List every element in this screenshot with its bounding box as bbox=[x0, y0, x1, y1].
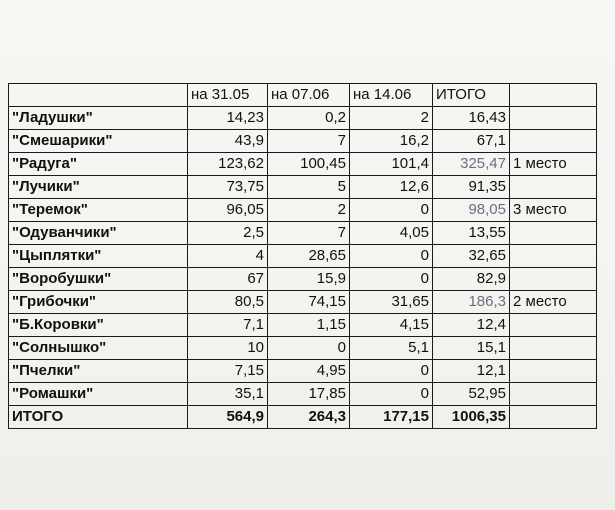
group-name-cell: "Смешарики" bbox=[9, 130, 188, 153]
total-cell: 32,65 bbox=[433, 245, 510, 268]
table-row bbox=[9, 130, 597, 153]
value-cell-date-2: 15,9 bbox=[268, 268, 350, 291]
value-cell-date-1: 80,5 bbox=[188, 291, 268, 314]
table-row bbox=[9, 176, 597, 199]
place-note-cell bbox=[510, 268, 597, 291]
value-cell-date-3: 2 bbox=[350, 107, 433, 130]
header-cell-empty bbox=[9, 84, 188, 107]
table-row bbox=[9, 268, 597, 291]
value-cell-date-3: 4,15 bbox=[350, 314, 433, 337]
header-cell-date-2: на 07.06 bbox=[268, 84, 350, 107]
table-row bbox=[9, 222, 597, 245]
place-note-cell bbox=[510, 245, 597, 268]
grand-total-date-3: 177,15 bbox=[350, 406, 433, 429]
value-cell-date-2: 7 bbox=[268, 130, 350, 153]
value-cell-date-1: 10 bbox=[188, 337, 268, 360]
value-cell-date-3: 0 bbox=[350, 268, 433, 291]
total-cell: 98,05 bbox=[433, 199, 510, 222]
place-note-cell bbox=[510, 176, 597, 199]
place-note-cell bbox=[510, 314, 597, 337]
grand-total-label: ИТОГО bbox=[9, 406, 188, 429]
table-row bbox=[9, 291, 597, 314]
group-name-cell: "Грибочки" bbox=[9, 291, 188, 314]
group-name-cell: "Воробушки" bbox=[9, 268, 188, 291]
value-cell-date-3: 101,4 bbox=[350, 153, 433, 176]
value-cell-date-1: 7,15 bbox=[188, 360, 268, 383]
value-cell-date-2: 5 bbox=[268, 176, 350, 199]
value-cell-date-2: 7 bbox=[268, 222, 350, 245]
group-name-cell: "Б.Коровки" bbox=[9, 314, 188, 337]
value-cell-date-3: 31,65 bbox=[350, 291, 433, 314]
value-cell-date-1: 14,23 bbox=[188, 107, 268, 130]
total-cell: 15,1 bbox=[433, 337, 510, 360]
value-cell-date-2: 0,2 bbox=[268, 107, 350, 130]
value-cell-date-1: 96,05 bbox=[188, 199, 268, 222]
grand-total-date-2: 264,3 bbox=[268, 406, 350, 429]
value-cell-date-1: 73,75 bbox=[188, 176, 268, 199]
value-cell-date-1: 123,62 bbox=[188, 153, 268, 176]
value-cell-date-3: 5,1 bbox=[350, 337, 433, 360]
table-row bbox=[9, 314, 597, 337]
table-row bbox=[9, 107, 597, 130]
value-cell-date-1: 35,1 bbox=[188, 383, 268, 406]
results-table bbox=[8, 83, 597, 429]
value-cell-date-3: 0 bbox=[350, 360, 433, 383]
value-cell-date-3: 0 bbox=[350, 245, 433, 268]
group-name-cell: "Одуванчики" bbox=[9, 222, 188, 245]
value-cell-date-2: 4,95 bbox=[268, 360, 350, 383]
group-name-cell: "Теремок" bbox=[9, 199, 188, 222]
header-cell-total: ИТОГО bbox=[433, 84, 510, 107]
total-cell: 91,35 bbox=[433, 176, 510, 199]
value-cell-date-3: 0 bbox=[350, 383, 433, 406]
header-cell-date-1: на 31.05 bbox=[188, 84, 268, 107]
value-cell-date-3: 0 bbox=[350, 199, 433, 222]
value-cell-date-2: 2 bbox=[268, 199, 350, 222]
value-cell-date-3: 12,6 bbox=[350, 176, 433, 199]
group-name-cell: "Радуга" bbox=[9, 153, 188, 176]
group-name-cell: "Пчелки" bbox=[9, 360, 188, 383]
total-cell: 67,1 bbox=[433, 130, 510, 153]
table-row bbox=[9, 383, 597, 406]
group-name-cell: "Лучики" bbox=[9, 176, 188, 199]
total-cell: 82,9 bbox=[433, 268, 510, 291]
header-cell-date-3: на 14.06 bbox=[350, 84, 433, 107]
header-cell-note bbox=[510, 84, 597, 107]
group-name-cell: "Цыплятки" bbox=[9, 245, 188, 268]
value-cell-date-2: 100,45 bbox=[268, 153, 350, 176]
total-cell: 12,4 bbox=[433, 314, 510, 337]
value-cell-date-2: 0 bbox=[268, 337, 350, 360]
grand-total-note bbox=[510, 406, 597, 429]
grand-total-date-1: 564,9 bbox=[188, 406, 268, 429]
value-cell-date-1: 67 bbox=[188, 268, 268, 291]
total-cell: 325,47 bbox=[433, 153, 510, 176]
value-cell-date-3: 4,05 bbox=[350, 222, 433, 245]
place-note-cell: 1 место bbox=[510, 153, 597, 176]
group-name-cell: "Солнышко" bbox=[9, 337, 188, 360]
table-row bbox=[9, 360, 597, 383]
value-cell-date-1: 43,9 bbox=[188, 130, 268, 153]
total-cell: 52,95 bbox=[433, 383, 510, 406]
place-note-cell bbox=[510, 130, 597, 153]
place-note-cell bbox=[510, 360, 597, 383]
table-row bbox=[9, 199, 597, 222]
group-name-cell: "Ладушки" bbox=[9, 107, 188, 130]
total-cell: 186,3 bbox=[433, 291, 510, 314]
value-cell-date-2: 17,85 bbox=[268, 383, 350, 406]
table-row bbox=[9, 245, 597, 268]
header-row bbox=[9, 84, 597, 107]
table-row bbox=[9, 337, 597, 360]
value-cell-date-1: 2,5 bbox=[188, 222, 268, 245]
value-cell-date-2: 74,15 bbox=[268, 291, 350, 314]
value-cell-date-1: 7,1 bbox=[188, 314, 268, 337]
grand-total-row bbox=[9, 406, 597, 429]
grand-total-sum: 1006,35 bbox=[433, 406, 510, 429]
value-cell-date-2: 28,65 bbox=[268, 245, 350, 268]
value-cell-date-3: 16,2 bbox=[350, 130, 433, 153]
place-note-cell: 2 место bbox=[510, 291, 597, 314]
place-note-cell bbox=[510, 383, 597, 406]
total-cell: 12,1 bbox=[433, 360, 510, 383]
place-note-cell bbox=[510, 107, 597, 130]
total-cell: 16,43 bbox=[433, 107, 510, 130]
value-cell-date-2: 1,15 bbox=[268, 314, 350, 337]
group-name-cell: "Ромашки" bbox=[9, 383, 188, 406]
place-note-cell bbox=[510, 222, 597, 245]
total-cell: 13,55 bbox=[433, 222, 510, 245]
place-note-cell: 3 место bbox=[510, 199, 597, 222]
place-note-cell bbox=[510, 337, 597, 360]
table-row bbox=[9, 153, 597, 176]
value-cell-date-1: 4 bbox=[188, 245, 268, 268]
